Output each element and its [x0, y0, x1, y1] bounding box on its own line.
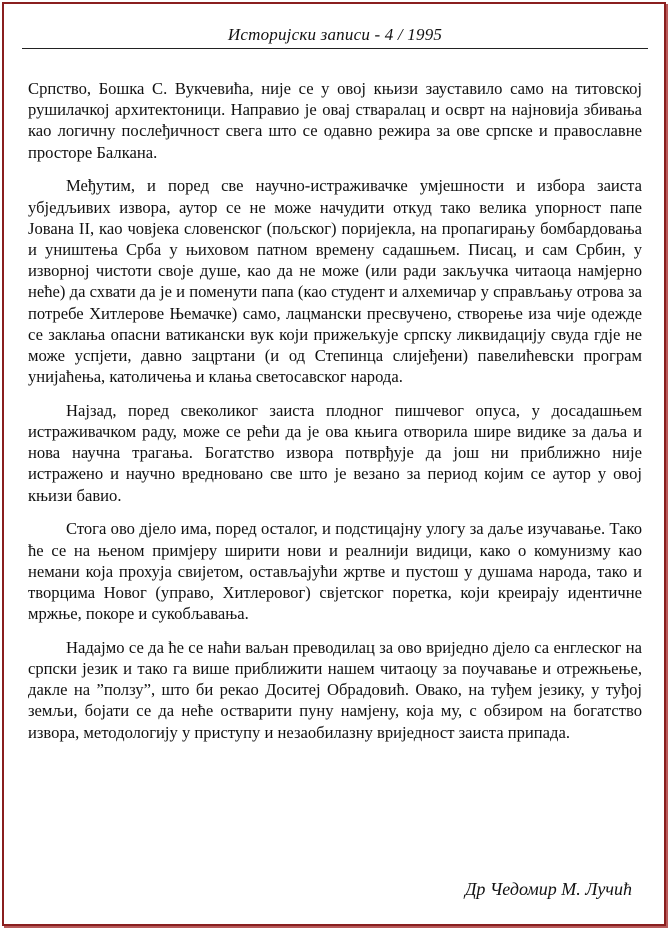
paragraph-3: Најзад, поред свеколиког заиста плодног пишчевог опуса, у досадашњем истраживачком раду, може се рећи да је ова књига отворила шире видике за даља и нова научна трагања. Богатство извора потврђује да још ни приближно није истражено и научно вредновано све што је везано за период којим се аутор у овој књизи бавио. [28, 400, 642, 505]
running-title: Историјски записи - 4 / 1995 [227, 25, 443, 44]
paragraph-5: Надајмо се да ће се наћи ваљан преводилац за ово вриједно дјело са енглеског на српски језик и тако га више приближити нашем читаоцу за поучавање и отрежњење, дакле на ”ползу”, што би рекао Доситеј Обрадовић. Овако, на туђем језику, у туђој земљи, бојати се да неће остварити пуну намјену, која му, с обзиром на богатство извора, методологију у приступу и незаобилазну вриједност заиста припада. [28, 637, 642, 742]
paragraph-4: Стога ово дјело има, поред осталог, и подстицајну улогу за даље изучавање. Тако ће се на њеном примјеру ширити нови и реалнији видици, како о комунизму као немани која прохуја свијетом, остављајући жртве и пустош у душама народа, тако и творцима Новог (управо, Хитлеровог) свјетског поретка, који креирају идентичне мржње, покоре и сукобљавања. [28, 519, 642, 624]
article-body [28, 78, 642, 755]
author-signature: Др Чедомир М. Лучић [464, 879, 632, 899]
paragraph-1: Српство, Бошка С. Вукчевића, није се у овој књизи зауставило само на титовској рушилачкој архитектоници. Направио је овај стваралац и осврт на најновија збивања као логичну послеђичност свега што се одавно режира за ове српске и православне просторе Балкана. [28, 79, 642, 162]
running-header [22, 22, 648, 49]
paragraph-2: Међутим, и поред све научно-истраживачке умјешности и избора заиста убједљивих извора, аутор се не може начудити откуд тако велика упорност папе Јована II, као човјека словенског (пољског) поријекла, на пропагирању бомбардовања и уништења Срба у њиховом патном времену садашњем. Писац, и сам Србин, у изворној чистоти своје душе, као да не може (или ради закључка читаоца намјерно неће) да схвати да је и поменути папа (као студент и алхемичар у справљању отрова за потребе Хитлерове Њемачке) само, лацмански пресвучено, створење иза чије одежде се заклања опасни ватикански вук који прижељкује српску ликвидацију свуда гдје не може успјети, давно зацртани (и од Степинца слијеђени) павелићевски програм унијаћења, католичења и клања светосавског народа. [28, 176, 642, 387]
